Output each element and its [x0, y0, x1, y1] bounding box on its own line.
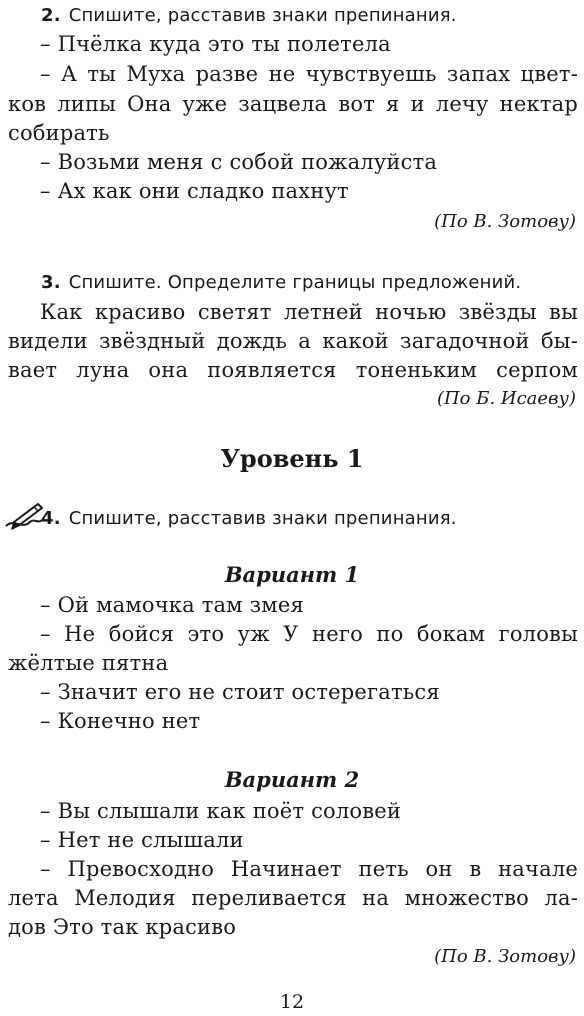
variant-2-title: Вариант 2	[224, 767, 360, 792]
variant-2-line: – Вы слышали как поёт соловей	[40, 799, 402, 823]
variant-2-source: (По В. Зотову)	[434, 946, 576, 967]
task-2-source: (По В. Зотову)	[434, 211, 576, 232]
level-heading: Уровень 1	[220, 444, 364, 473]
variant-2-line: – Нет не слышали	[40, 828, 244, 852]
variant-1-line: жёлтые пятна	[8, 651, 169, 675]
task-2-line: – Возьми меня с собой пожалуйста	[40, 150, 438, 174]
variant-1-line: – Ой мамочка там змея	[40, 593, 304, 617]
task-3-instruction	[41, 271, 521, 295]
task-2-text: Спишите, расставив знаки препинания.	[68, 5, 457, 26]
pen-writing-icon	[4, 500, 44, 532]
task-3-text: Спишите. Определите границы предложений.	[68, 272, 522, 293]
variant-1-line: – Конечно нет	[40, 709, 201, 733]
task-3-line: видели звёздный дождь а какой загадочной бы-	[8, 329, 578, 353]
variant-2-line: лета Мелодия переливается на множество ла-	[8, 886, 578, 910]
task-2-number: 2.	[41, 5, 61, 26]
task-2-line: – Пчёлка куда это ты полетела	[40, 32, 391, 56]
task-2-line: – А ты Муха разве не чувствуешь запах цвет-	[40, 62, 578, 86]
variant-2-line: дов Это так красиво	[8, 915, 237, 939]
task-4-number: 4.	[41, 508, 61, 529]
task-2-line: собирать	[8, 121, 110, 145]
task-3-number: 3.	[41, 272, 61, 293]
variant-1-line: – Значит его не стоит остерегаться	[40, 680, 440, 704]
task-4-text: Спишите, расставив знаки препинания.	[68, 508, 457, 529]
task-2-line: ков липы Она уже зацвела вот я и лечу нектар	[8, 92, 578, 116]
task-3-line: вает луна она появляется тоненьким серпом	[8, 358, 578, 382]
task-4-instruction	[41, 507, 457, 531]
task-3-source: (По Б. Исаеву)	[436, 388, 576, 409]
variant-2-line: – Превосходно Начинает петь он в начале	[40, 857, 578, 881]
task-3-line: Как красиво светят летней ночью звёзды вы	[40, 300, 578, 324]
variant-1-title: Вариант 1	[224, 562, 360, 587]
task-2-instruction	[41, 4, 457, 28]
variant-1-line: – Не бойся это уж У него по бокам головы	[40, 622, 578, 646]
page-number: 12	[279, 991, 305, 1013]
task-2-line: – Ах как они сладко пахнут	[40, 179, 349, 203]
